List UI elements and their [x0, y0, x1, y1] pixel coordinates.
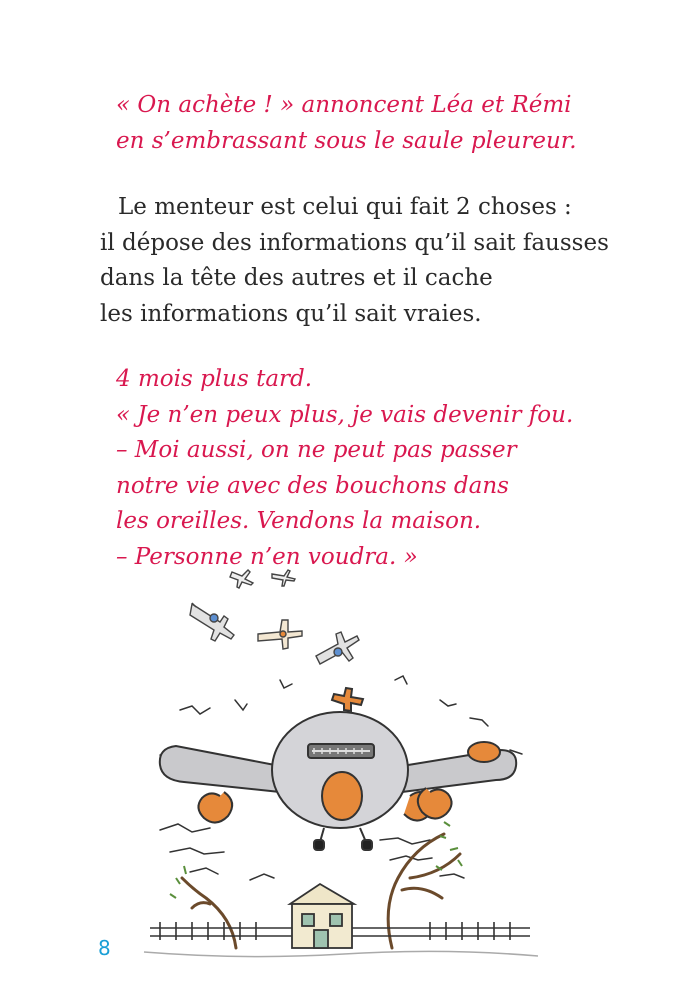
house-icon — [290, 884, 354, 948]
text-line: en s’embrassant sous le saule pleureur. — [116, 127, 577, 154]
text-line: il dépose des informations qu’il sait fausses — [100, 229, 609, 256]
big-airplane-icon — [160, 688, 516, 850]
page-number: 8 — [98, 936, 111, 960]
small-plane-icon — [190, 603, 234, 641]
text-line: Le menteur est celui qui fait 2 choses : — [118, 194, 572, 220]
small-plane-icon — [230, 570, 295, 588]
text-line: les informations qu’il sait vraies. — [100, 300, 482, 327]
text-line: « On achète ! » annoncent Léa et Rémi — [116, 92, 572, 118]
text-line: les oreilles. Vendons la maison. — [116, 508, 482, 534]
small-plane-icon — [258, 620, 302, 649]
ground-line — [144, 951, 538, 956]
text-line: notre vie avec des bouchons dans — [116, 472, 509, 499]
dialogue-block-1 — [116, 88, 700, 159]
airplane-over-house-icon — [140, 560, 540, 970]
text-line: « Je n’en peux plus, je vais devenir fou. — [116, 401, 574, 428]
small-plane-icon — [316, 632, 359, 664]
narration-paragraph — [100, 190, 700, 332]
text-line: 4 mois plus tard. — [116, 366, 313, 392]
text-line: – Personne n’en voudra. » — [116, 543, 418, 570]
text-line: – Moi aussi, on ne peut pas passer — [116, 437, 517, 463]
text-line: dans la tête des autres et il cache — [100, 265, 493, 291]
dialogue-block-2 — [116, 362, 700, 575]
